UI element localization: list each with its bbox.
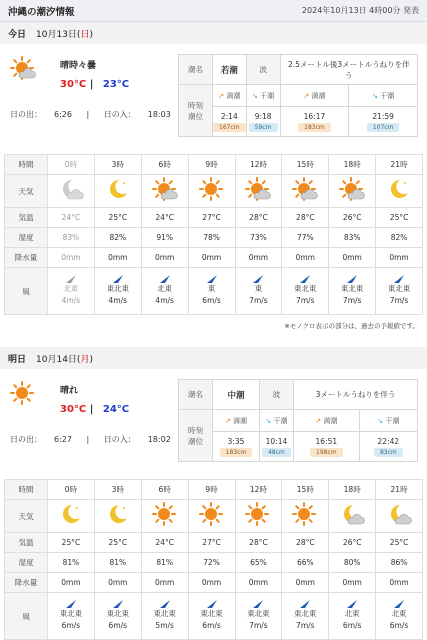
hour-cell: 12時 — [235, 480, 282, 500]
temp-cell: 28°C — [235, 533, 282, 553]
past-forecast-note: ※モノクロ表示の部分は、過去の予報値です。 — [284, 322, 419, 330]
sun-icon — [199, 502, 225, 528]
tide-type-cell — [213, 410, 260, 432]
wind-speed: 6m/s — [61, 621, 81, 630]
row-head-weather: 天気 — [5, 500, 48, 533]
sun-times: 日の出： 6:26 | 日の入： 18:03 — [10, 110, 171, 119]
tide-level-label: 潮位 — [188, 111, 203, 121]
wind-cell — [48, 593, 95, 640]
tomorrow-section — [0, 347, 427, 640]
precip-cell: 0mm — [376, 573, 423, 593]
wind-speed: 6m/s — [389, 621, 409, 630]
humidity-cell: 81% — [48, 553, 95, 573]
humidity-cell: 78% — [188, 228, 235, 248]
weather-icon-cell — [141, 500, 188, 533]
moon-icon — [105, 177, 131, 203]
day-summary — [0, 369, 427, 479]
temp-cell: 27°C — [188, 533, 235, 553]
temp-cell: 24°C — [141, 533, 188, 553]
wind-speed: 4m/s — [155, 296, 174, 305]
humidity-cell: 80% — [329, 553, 376, 573]
precip-cell: 0mm — [94, 573, 141, 593]
wind-cell — [376, 268, 423, 315]
wave-text: 2.5メートル後3メートルうねりを伴う — [280, 55, 417, 85]
sun-icon — [152, 502, 178, 528]
tide-type: 満潮 — [311, 91, 326, 100]
top-bar — [0, 0, 427, 22]
wind-dir: 北東 — [391, 609, 407, 618]
wind-direction-icon — [113, 275, 123, 283]
moon-icon — [58, 502, 84, 528]
tide-time-level-label — [179, 85, 213, 137]
weekday: 月 — [80, 354, 90, 365]
tide-type-cell — [213, 85, 247, 107]
day-header — [0, 22, 427, 44]
hour-cell: 15時 — [282, 480, 329, 500]
tide-name-label: 潮名 — [179, 380, 213, 410]
day-date — [36, 352, 93, 365]
hour-cell: 3時 — [94, 155, 141, 175]
wind-direction-icon — [113, 600, 123, 608]
temp-cell: 28°C — [235, 208, 282, 228]
wind-direction-icon — [394, 275, 404, 283]
wind-dir: 東北東 — [387, 284, 411, 293]
wind-cell — [329, 593, 376, 640]
sun-cloud-icon — [152, 177, 178, 203]
tide-type-cell — [246, 85, 280, 107]
tide-value-cell — [280, 107, 349, 137]
wind-direction-icon — [160, 600, 170, 608]
tide-type-cell — [280, 85, 349, 107]
tide-type: 干潮 — [273, 416, 288, 425]
date-suffix: ) — [89, 354, 93, 365]
precip-cell: 0mm — [235, 573, 282, 593]
wind-direction-icon — [66, 600, 76, 608]
moon-icon — [105, 502, 131, 528]
precip-cell: 0mm — [235, 248, 282, 268]
wind-speed: 5m/s — [155, 621, 174, 630]
wind-cell — [329, 268, 376, 315]
wind-dir: 東北東 — [106, 284, 130, 293]
weather-icon-cell — [329, 500, 376, 533]
date-suffix: ) — [89, 29, 93, 40]
humidity-cell: 66% — [282, 553, 329, 573]
wave-text: 3メートルうねりを伴う — [293, 380, 417, 410]
wave-label: 波 — [246, 55, 280, 85]
day-summary — [0, 44, 427, 154]
tide-value-cell — [213, 107, 247, 137]
sunset-time: 18:03 — [147, 110, 171, 119]
tide-table — [178, 379, 418, 462]
hour-cell: 6時 — [141, 480, 188, 500]
temp-high: 30°C — [60, 404, 87, 415]
humidity-cell: 82% — [376, 228, 423, 248]
humidity-cell: 81% — [94, 553, 141, 573]
precip-cell: 0mm — [282, 573, 329, 593]
tide-type: 満潮 — [323, 416, 338, 425]
tide-type-cell — [293, 410, 359, 432]
wind-cell — [188, 593, 235, 640]
temp-cell: 26°C — [329, 533, 376, 553]
tide-value-cell — [246, 107, 280, 137]
day-date — [36, 27, 93, 40]
hour-cell: 18時 — [329, 480, 376, 500]
temps: 30°C | 23°C — [60, 79, 130, 90]
precip-cell: 0mm — [141, 573, 188, 593]
tide-level-badge: 107cm — [367, 123, 400, 132]
days-container — [0, 22, 427, 640]
sun-icon — [10, 381, 56, 409]
precip-cell: 0mm — [48, 573, 95, 593]
date-text: 10月14日( — [36, 354, 81, 365]
precip-cell: 0mm — [376, 248, 423, 268]
tide-time-label: 時刻 — [188, 100, 203, 110]
precip-cell: 0mm — [141, 248, 188, 268]
day-label: 今日 — [8, 29, 27, 40]
wind-speed: 7m/s — [296, 296, 315, 305]
weather-icon-cell — [188, 500, 235, 533]
arrow-down-right-icon: ↘ — [265, 416, 272, 425]
wind-cell — [94, 593, 141, 640]
temp-cell: 25°C — [48, 533, 95, 553]
tide-type: 満潮 — [226, 91, 241, 100]
row-head-precip: 降水量 — [5, 573, 48, 593]
tide-type: 干潮 — [385, 416, 400, 425]
wind-direction-icon — [207, 600, 217, 608]
precip-cell: 0mm — [48, 248, 95, 268]
hour-cell: 9時 — [188, 480, 235, 500]
sunset-label: 日の入： — [103, 435, 136, 444]
wind-cell — [94, 268, 141, 315]
sunrise-label: 日の出： — [10, 110, 42, 119]
row-head-weather: 天気 — [5, 175, 48, 208]
day-label: 明日 — [8, 354, 27, 365]
weather-icon-cell — [376, 175, 423, 208]
humidity-cell: 65% — [235, 553, 282, 573]
tide-value-cell — [213, 432, 260, 462]
humidity-cell: 86% — [376, 553, 423, 573]
precip-cell: 0mm — [188, 248, 235, 268]
temp-high: 30°C — [60, 79, 87, 90]
row-head-humidity: 湿度 — [5, 228, 48, 248]
precip-cell: 0mm — [329, 248, 376, 268]
tide-name-label: 潮名 — [179, 55, 213, 85]
tide-level-badge: 183cm — [220, 448, 253, 457]
temp-low: 24°C — [102, 404, 130, 415]
tide-name: 中潮 — [213, 380, 260, 410]
temp-cell: 26°C — [329, 208, 376, 228]
tide-time: 2:14 — [220, 111, 238, 121]
tide-value-cell — [359, 432, 417, 462]
wind-cell — [376, 593, 423, 640]
tide-value-cell — [293, 432, 359, 462]
temp-cell: 24°C — [48, 208, 95, 228]
tide-time: 9:18 — [254, 111, 272, 121]
tide-level-badge: 198cm — [310, 448, 343, 457]
wind-speed: 4m/s — [61, 296, 81, 305]
wind-dir: 東北東 — [106, 609, 130, 618]
moon-cloud-icon — [339, 502, 365, 528]
temp-cell: 27°C — [188, 208, 235, 228]
wind-speed: 7m/s — [296, 621, 315, 630]
row-head-time: 時間 — [5, 155, 48, 175]
humidity-cell: 81% — [141, 553, 188, 573]
issued-time: 2024年10月13日 4時00分 発表 — [301, 6, 419, 15]
humidity-cell: 77% — [282, 228, 329, 248]
wind-dir: 東北東 — [247, 609, 270, 618]
humidity-cell: 72% — [188, 553, 235, 573]
arrow-down-right-icon: ↘ — [252, 91, 258, 100]
wind-direction-icon — [160, 275, 170, 283]
arrow-up-right-icon: ↗ — [218, 91, 225, 100]
tide-type-cell — [359, 410, 417, 432]
tide-time: 10:14 — [265, 436, 288, 446]
tide-name: 若潮 — [213, 55, 247, 85]
temps: 30°C | 24°C — [60, 404, 130, 415]
sun-icon — [199, 177, 225, 203]
wind-direction-icon — [66, 275, 76, 283]
sun-cloud-icon — [292, 177, 318, 203]
weather-name: 晴れ — [60, 386, 79, 396]
humidity-cell: 83% — [48, 228, 95, 248]
row-head-precip: 降水量 — [5, 248, 48, 268]
tide-level-label: 潮位 — [188, 436, 203, 446]
temp-cell: 28°C — [282, 533, 329, 553]
page-title: 沖縄の潮汐情報 — [8, 6, 75, 18]
wind-cell — [235, 268, 282, 315]
wind-direction-icon — [300, 600, 310, 608]
hour-cell: 21時 — [376, 480, 423, 500]
temp-cell: 25°C — [94, 208, 141, 228]
weather-icon-cell — [141, 175, 188, 208]
wind-dir: 東北東 — [153, 609, 176, 618]
row-head-temp: 気温 — [5, 208, 48, 228]
sun-icon — [292, 502, 318, 528]
weather-icon-cell — [48, 500, 95, 533]
sunset-time: 18:02 — [147, 435, 171, 444]
wind-speed: 4m/s — [108, 296, 128, 305]
wind-cell — [235, 593, 282, 640]
wind-dir: 東北東 — [200, 609, 223, 618]
hour-cell: 9時 — [188, 155, 235, 175]
wind-direction-icon — [253, 275, 263, 283]
hour-cell: 15時 — [282, 155, 329, 175]
temp-low: 23°C — [102, 79, 130, 90]
tide-type-cell — [349, 85, 418, 107]
wind-speed: 6m/s — [108, 621, 128, 630]
hourly-table — [4, 479, 423, 640]
weather-name: 晴時々曇 — [60, 61, 97, 71]
humidity-cell: 73% — [235, 228, 282, 248]
weekday: 日 — [80, 29, 90, 40]
hour-cell: 3時 — [94, 480, 141, 500]
sunrise-time: 6:26 — [54, 110, 72, 119]
weather-icon-cell — [235, 500, 282, 533]
humidity-cell: 83% — [329, 228, 376, 248]
wind-direction-icon — [300, 275, 310, 283]
hour-cell: 18時 — [329, 155, 376, 175]
wind-cell — [188, 268, 235, 315]
precip-cell: 0mm — [94, 248, 141, 268]
tide-level-badge: 83cm — [374, 448, 403, 457]
weather-icon-cell — [94, 500, 141, 533]
sun-cloud-icon — [245, 177, 271, 203]
wind-speed: 6m/s — [342, 621, 362, 630]
wind-dir: 北東 — [63, 284, 79, 293]
row-head-time: 時間 — [5, 480, 48, 500]
weather-icon-cell — [282, 175, 329, 208]
temp-cell: 25°C — [94, 533, 141, 553]
tide-type: 干潮 — [260, 91, 275, 100]
tide-time: 16:17 — [303, 111, 326, 121]
wind-cell — [141, 268, 188, 315]
wind-speed: 7m/s — [249, 296, 268, 305]
tide-table — [178, 54, 418, 137]
today-section — [0, 22, 427, 347]
precip-cell: 0mm — [329, 573, 376, 593]
arrow-down-right-icon: ↘ — [377, 416, 384, 425]
wave-label: 波 — [259, 380, 293, 410]
temp-cell: 25°C — [376, 533, 423, 553]
hour-cell: 6時 — [141, 155, 188, 175]
wind-dir: 東 — [254, 284, 263, 293]
wind-dir: 東北東 — [340, 284, 364, 293]
wind-dir: 東北東 — [294, 609, 317, 618]
sun-cloud-icon — [10, 56, 56, 84]
wind-speed: 6m/s — [202, 621, 221, 630]
wind-dir: 東北東 — [294, 284, 317, 293]
wind-speed: 7m/s — [389, 296, 409, 305]
hour-cell: 0時 — [48, 155, 95, 175]
tide-time-label: 時刻 — [188, 425, 203, 435]
sunrise-time: 6:27 — [54, 435, 72, 444]
tide-level-badge: 183cm — [298, 123, 331, 132]
row-head-temp: 気温 — [5, 533, 48, 553]
tide-time-level-label — [179, 410, 213, 462]
hour-cell: 21時 — [376, 155, 423, 175]
hour-cell: 12時 — [235, 155, 282, 175]
tide-type-cell — [259, 410, 293, 432]
tide-type: 満潮 — [233, 416, 248, 425]
arrow-up-right-icon: ↗ — [224, 416, 231, 425]
wind-speed: 6m/s — [202, 296, 221, 305]
precip-cell: 0mm — [188, 573, 235, 593]
tide-type: 干潮 — [380, 91, 395, 100]
weather-icon-cell — [188, 175, 235, 208]
tide-level-badge: 48cm — [262, 448, 291, 457]
wind-direction-icon — [347, 275, 357, 283]
wind-dir: 北東 — [157, 284, 173, 293]
weather-icon-cell — [376, 500, 423, 533]
row-head-wind: 風 — [5, 268, 48, 315]
sun-times: 日の出： 6:27 | 日の入： 18:02 — [10, 435, 171, 444]
sun-cloud-icon — [339, 177, 365, 203]
wind-speed: 7m/s — [342, 296, 362, 305]
wind-speed: 7m/s — [249, 621, 268, 630]
row-head-humidity: 湿度 — [5, 553, 48, 573]
day-header — [0, 347, 427, 369]
wind-direction-icon — [253, 600, 263, 608]
humidity-cell: 91% — [141, 228, 188, 248]
moon-icon — [386, 177, 412, 203]
moon-cloud-icon — [58, 177, 84, 203]
weather-icon-cell — [329, 175, 376, 208]
wind-cell — [282, 268, 329, 315]
tide-time: 22:42 — [377, 436, 400, 446]
temp-cell: 24°C — [141, 208, 188, 228]
temp-cell: 28°C — [282, 208, 329, 228]
wind-direction-icon — [207, 275, 217, 283]
weather-icon-cell — [94, 175, 141, 208]
arrow-up-right-icon: ↗ — [303, 91, 310, 100]
temp-cell: 25°C — [376, 208, 423, 228]
wind-dir: 北東 — [344, 609, 360, 618]
hourly-table — [4, 154, 423, 315]
tide-level-badge: 167cm — [213, 123, 246, 132]
tide-time: 3:35 — [227, 436, 245, 446]
wind-cell — [48, 268, 95, 315]
humidity-cell: 82% — [94, 228, 141, 248]
wind-cell — [282, 593, 329, 640]
wind-dir: 東北東 — [59, 609, 83, 618]
sunset-label: 日の入： — [103, 110, 136, 119]
tide-value-cell — [259, 432, 293, 462]
wind-direction-icon — [394, 600, 404, 608]
weather-icon-cell — [235, 175, 282, 208]
precip-cell: 0mm — [282, 248, 329, 268]
date-text: 10月13日( — [36, 29, 81, 40]
arrow-up-right-icon: ↗ — [315, 416, 322, 425]
tide-time: 21:59 — [372, 111, 394, 121]
moon-cloud-icon — [386, 502, 412, 528]
tide-level-badge: 59cm — [249, 123, 278, 132]
wind-cell — [141, 593, 188, 640]
sun-icon — [245, 502, 271, 528]
weather-icon-cell — [48, 175, 95, 208]
wind-direction-icon — [347, 600, 357, 608]
sunrise-label: 日の出： — [10, 435, 42, 444]
wind-dir: 東 — [207, 284, 216, 293]
hour-cell: 0時 — [48, 480, 95, 500]
tide-value-cell — [349, 107, 418, 137]
arrow-down-right-icon: ↘ — [372, 91, 378, 100]
tide-time: 16:51 — [315, 436, 338, 446]
weather-icon-cell — [282, 500, 329, 533]
row-head-wind: 風 — [5, 593, 48, 640]
